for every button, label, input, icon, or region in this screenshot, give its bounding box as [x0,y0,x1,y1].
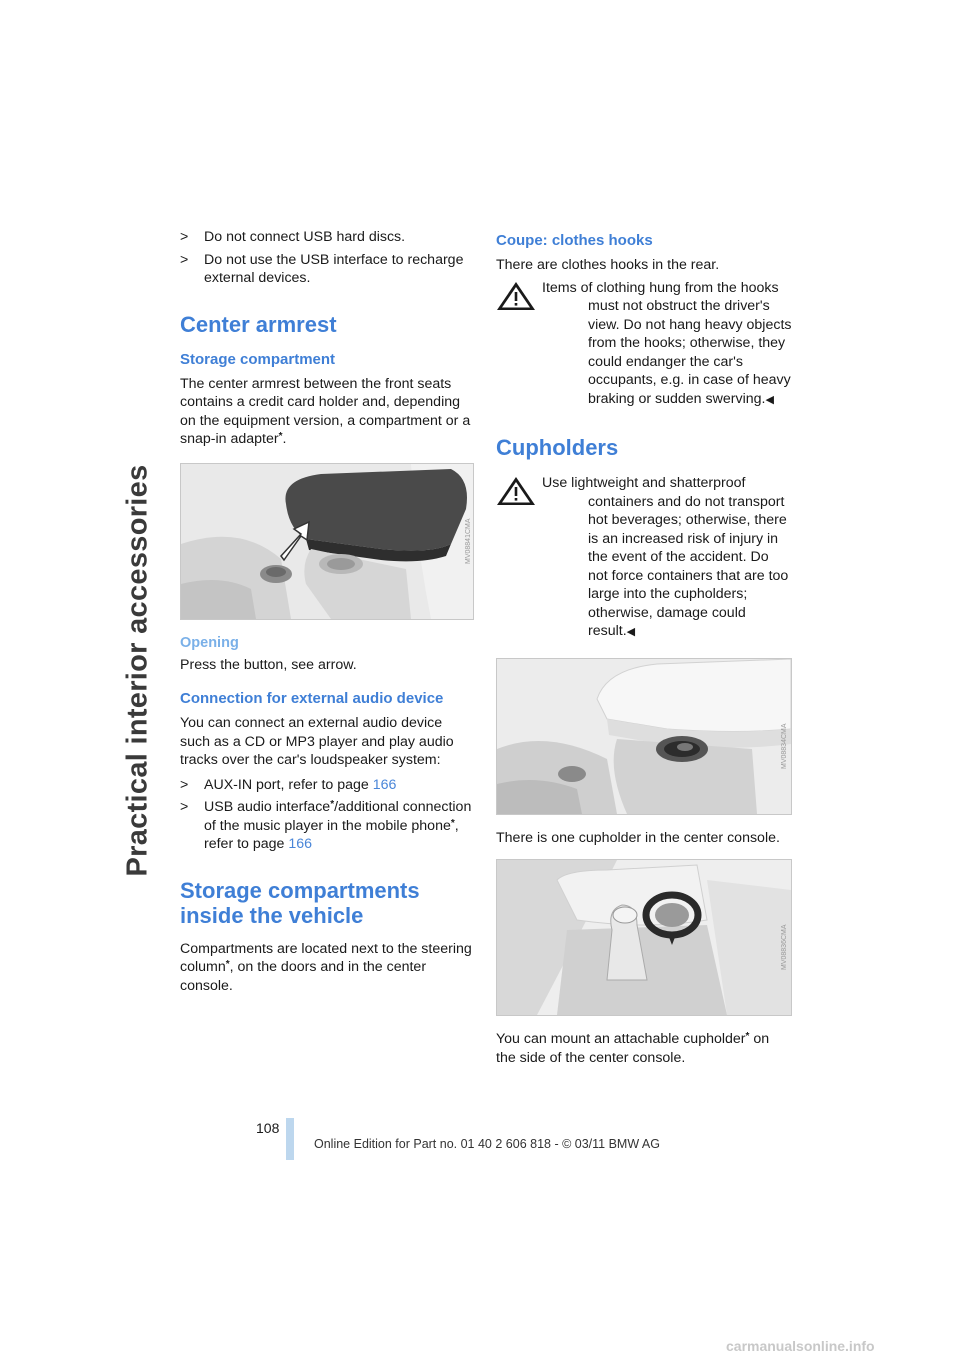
usb-bullet-2: > Do not use the USB interface to recharge external devices. [180,251,464,286]
heading-storage-compartment: Storage compartment [180,350,336,368]
heading-connection-audio: Connection for external audio device [180,690,444,707]
coupe-warning-text: Items of clothing hung from the hooks must not obstruct the driver's view. Do not hang heavy objects from the hooks; otherwise, they could endanger the car's occupants, e.g. in case of heavy braking or sudden swerving. [542,279,792,407]
svg-text:MV08841CMA: MV08841CMA [465,517,472,564]
coupe-paragraph: There are clothes hooks in the rear. [496,257,720,273]
heading-opening: Opening [180,634,239,651]
cupholder-warning [496,474,792,642]
connection-paragraph: You can connect an external audio device such as a CD or MP3 player and play audio tracks over the car's loudspeaker system: [180,715,454,768]
heading-storage-inside: Storage compartments inside the vehicle [180,877,420,928]
armrest-illustration [180,463,474,620]
page-link-166-aux[interactable]: 166 [372,776,397,793]
cupholder-center-paragraph: There is one cupholder in the center console. [496,829,780,846]
page-number: 108 [256,1120,280,1136]
storage-paragraph: The center armrest between the front seats contains a credit card holder and, depending on the equipment version, a compartment or a snap-in adapter*. [180,375,471,447]
optional-star-icon: * [278,431,283,442]
side-chapter-title-text: Practical interior accessories [121,463,154,877]
optional-star-icon: * [745,1031,750,1042]
attachable-cupholder-illustration [496,859,792,1016]
optional-star-icon: * [330,799,335,810]
usb-audio-bullet: > USB audio interface*/additional connection of the music player in the mobile phone*, refer to page 166 [180,799,472,852]
side-chapter-title [118,463,158,877]
watermark-text: carmanualsonline.info [726,1338,875,1354]
opening-paragraph: Press the button, see arrow. [180,656,357,673]
svg-text:MV08834CMA: MV08834CMA [781,722,788,769]
center-console-cupholder-illustration [496,658,792,815]
heading-cupholders: Cupholders [496,435,619,460]
warning-triangle-icon [496,476,536,506]
end-of-warning-icon: ◀ [626,626,636,638]
heading-coupe-hooks: Coupe: clothes hooks [496,232,653,249]
left-column [180,228,474,995]
end-of-warning-icon: ◀ [765,393,774,406]
svg-text:MV08836CMA: MV08836CMA [781,924,788,970]
optional-star-icon: * [225,959,230,970]
page-link-166-usb[interactable]: 166 [288,836,313,852]
footer-accent-bar [286,1118,294,1160]
cupholder-warning-text: Use lightweight and shatterproof containers and do not transport hot beverages; otherwise, there is an increased risk of injury in the event of the accident. Do not force containers that are too large into the cupholders; otherwise, damage could result. [542,475,789,639]
aux-bullet: > AUX-IN port, refer to page 166 [180,776,397,793]
optional-star-icon: * [450,817,455,829]
heading-center-armrest: Center armrest [180,311,337,337]
storage-inside-paragraph: Compartments are located next to the steering column*, on the doors and in the center console. [180,940,472,994]
usb-bullet-1: > Do not connect USB hard discs. [180,229,406,245]
attachable-cupholder-paragraph: You can mount an attachable cupholder* on the side of the center console. [496,1031,770,1066]
warning-triangle-icon [496,281,536,311]
coupe-warning [496,279,792,410]
right-column [496,228,792,1067]
edition-footer: Online Edition for Part no. 01 40 2 606 818 - © 03/11 BMW AG [314,1137,660,1151]
